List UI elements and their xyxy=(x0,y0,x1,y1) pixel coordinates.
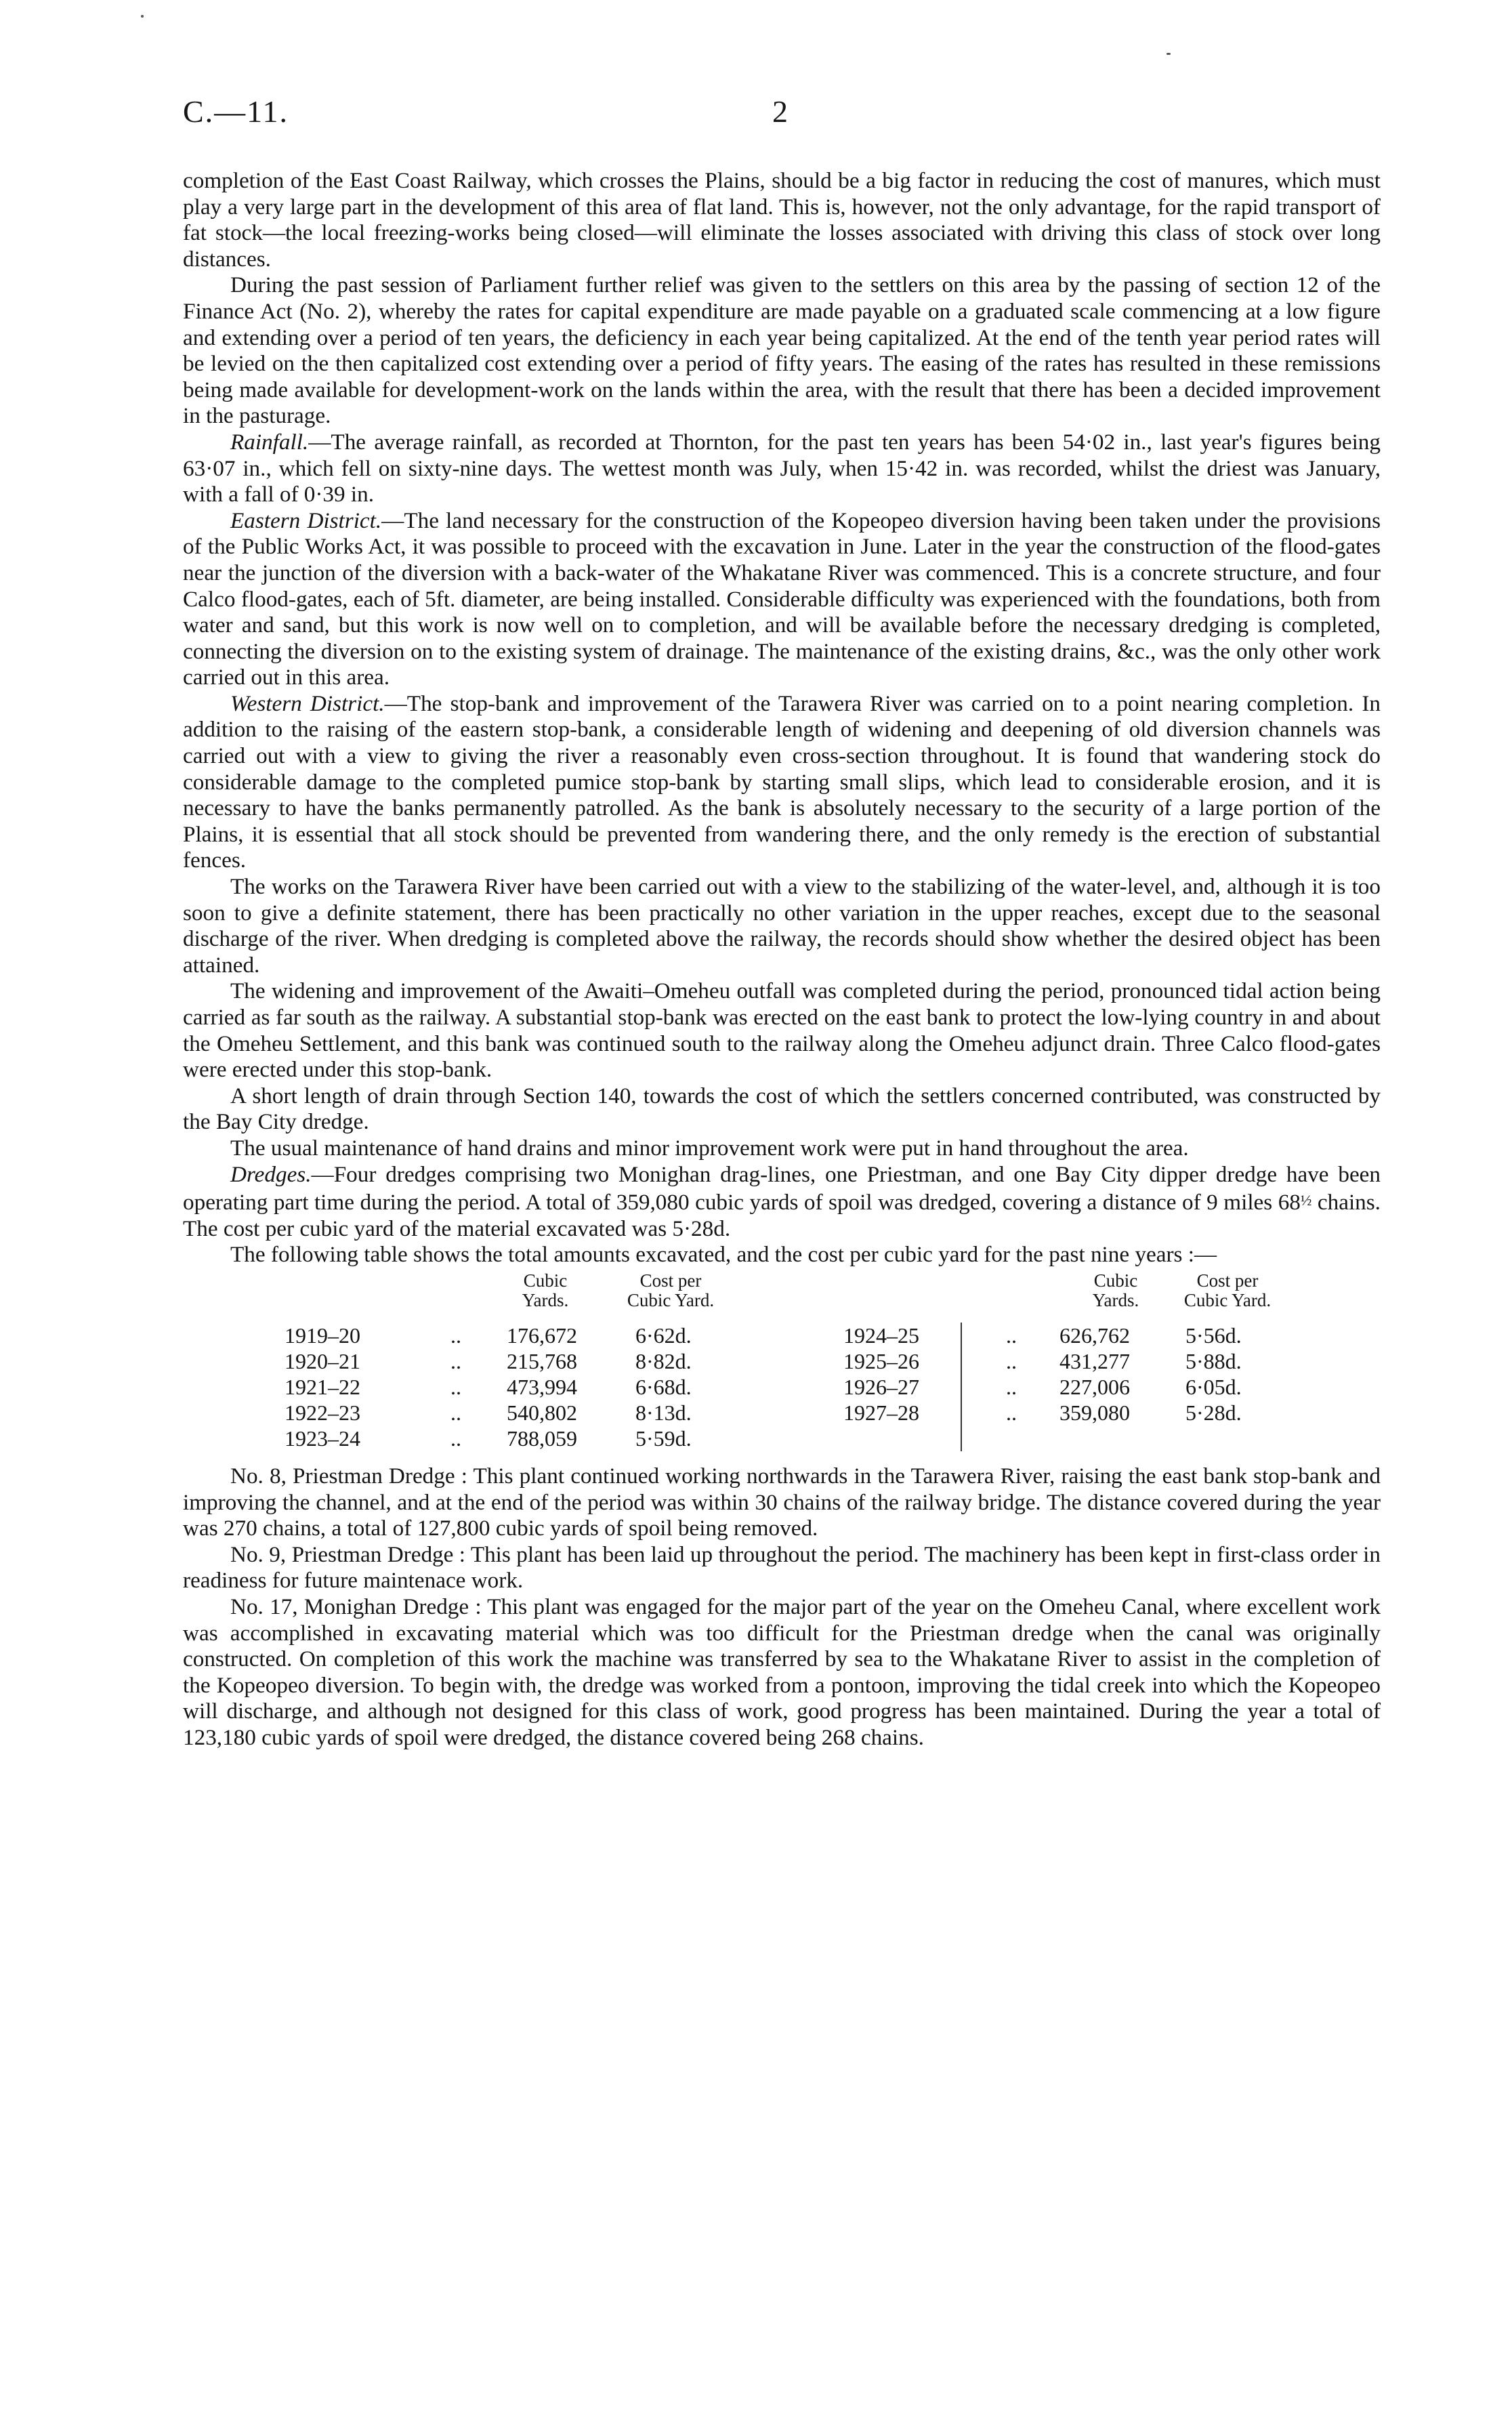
table-dots: .. xyxy=(450,1400,461,1425)
table-yards: 540,802 xyxy=(507,1400,577,1425)
table-cost: 6·05d. xyxy=(1185,1374,1242,1399)
scan-speck xyxy=(1167,53,1171,55)
scan-speck xyxy=(141,15,144,18)
paragraph-finance-act: During the past session of Parliament further relief was given to the settlers on this area by the passing of section 12 of the Finance Act (No. 2), whereby the rates for capital expenditure are made payable on a graduated scale commencing at a low figure and extending over a period of ten years, the deficiency in each year being capitalized. At the end of the tenth year period rates will be levied on the then capitalized cost extending over a period of fifty years. The easing of the rates has resulted in these remissions being made available for development-work on the lands within the area, with the result that there has been a decided improvement in the pasturage. xyxy=(183,272,1381,429)
column-header-yards-right xyxy=(1072,1271,1160,1310)
paragraph-section-140: A short length of drain through Section 140, towards the cost of which the settlers concerned contributed, was constructed by the Bay City dredge. xyxy=(183,1083,1381,1135)
dredges-fraction: ½ xyxy=(1300,1192,1312,1209)
table-cost: 8·13d. xyxy=(635,1400,692,1425)
paragraph-table-intro: The following table shows the total amounts excavated, and the cost per cubic yard for the past nine years :— xyxy=(230,1242,1217,1268)
table-year: 1924–25 xyxy=(843,1323,919,1348)
table-dots: .. xyxy=(450,1348,461,1373)
paragraph-usual-maintenance: The usual maintenance of hand drains and minor improvement work were put in hand throughout the area. xyxy=(230,1135,1189,1161)
column-header-text: Cost per xyxy=(639,1270,702,1291)
report-body xyxy=(183,168,1381,1751)
table-cost: 5·59d. xyxy=(635,1426,692,1451)
table-year: 1927–28 xyxy=(843,1400,919,1425)
column-header-text: Cost per xyxy=(1196,1270,1259,1291)
column-header-text: Cubic Yard. xyxy=(1183,1289,1272,1310)
table-row xyxy=(183,1323,1381,1348)
page-header xyxy=(183,93,1382,141)
table-cost: 6·62d. xyxy=(635,1323,692,1348)
table-yards: 227,006 xyxy=(1059,1374,1130,1399)
table-dots: .. xyxy=(1006,1374,1017,1399)
column-header-cost-left xyxy=(616,1271,725,1310)
column-header-text: Yards. xyxy=(1092,1289,1139,1310)
dredges-text: —Four dredges comprising two Monighan drag-lines, one Priestman, and one Bay City dipper dredge have been operating part time during the period. A total of 359,080 cubic yards of spoil was dredged, covering a distance of 9 miles 68 xyxy=(183,1161,1381,1215)
column-header-text: Cubic xyxy=(1093,1270,1138,1291)
dredges-heading: Dredges. xyxy=(230,1161,312,1187)
table-year: 1921–22 xyxy=(285,1374,360,1399)
western-district-text: —The stop-bank and improvement of the Tarawera River was carried on to a point nearing completion. In addition to the raising of the eastern stop-bank, a considerable length of widening and deepening of old diversion channels was carried out with a view to giving the river a reasonably even cross-section throughout. It is found that wandering stock do considerable damage to the completed pumice stop-bank by starting small slips, which lead to considerable erosion, and it is necessary to have the banks permanently patrolled. As the bank is absolutely necessary to the security of a large portion of the Plains, it is essential that all stock should be prevented from wandering there, and the only remedy is the erection of substantial fences. xyxy=(183,690,1381,873)
column-header-yards-left xyxy=(501,1271,589,1310)
table-row xyxy=(183,1426,955,1451)
table-dots: .. xyxy=(450,1374,461,1399)
paragraph-dredges xyxy=(183,1162,1381,1243)
paragraph-no8-priestman: No. 8, Priestman Dredge : This plant continued working northwards in the Tarawera River, raising the east bank stop-bank and improving the channel, and at the end of the period was within 30 chains of the railway bridge. The distance covered during the year was 270 chains, a total of 127,800 cubic yards of spoil being removed. xyxy=(183,1463,1381,1541)
paragraph-rainfall xyxy=(183,430,1381,508)
excavation-table xyxy=(183,1271,1381,1454)
table-cost: 5·56d. xyxy=(1185,1323,1242,1348)
table-dots: .. xyxy=(450,1323,461,1348)
column-header-text: Cubic Yard. xyxy=(627,1289,715,1310)
table-dots: .. xyxy=(1006,1323,1017,1348)
paragraph-eastern-district xyxy=(183,508,1381,691)
paragraph-western-district xyxy=(183,691,1381,874)
paragraph-no17-monighan: No. 17, Monighan Dredge : This plant was engaged for the major part of the year on the Omeheu Canal, where excellent work was accomplished in excavating material which was too difficult for the Priestman dredge when the canal was originally constructed. On completion of this work the machine was transferred by sea to the Whakatane River to assist in the completion of the Kopeopeo diversion. To begin with, the dredge was worked from a pontoon, improving the tidal creek into which the Kopeopeo will discharge, and although not designed for this class of work, good progress has been maintained. During the year a total of 123,180 cubic yards of spoil were dredged, the distance covered being 268 chains. xyxy=(183,1594,1381,1750)
paragraph-east-coast-railway: completion of the East Coast Railway, which crosses the Plains, should be a big factor in reducing the cost of manures, which must play a very large part in the development of this area of flat land. This is, however, not the only advantage, for the rapid transport of fat stock—the local freezing-works being closed—will eliminate the losses associated with driving this class of stock over long distances. xyxy=(183,168,1381,272)
column-header-cost-right xyxy=(1173,1271,1282,1310)
paragraph-tarawera-works: The works on the Tarawera River have been carried out with a view to the stabilizing of the water-level, and, although it is too soon to give a definite statement, there has been practically no other variation in the upper reaches, except due to the seasonal discharge of the river. When dredging is completed above the railway, the records should show whether the desired object has been attained. xyxy=(183,874,1381,978)
table-yards: 176,672 xyxy=(507,1323,577,1348)
table-cost: 5·88d. xyxy=(1185,1348,1242,1373)
table-year: 1919–20 xyxy=(285,1323,360,1348)
paragraph-awaiti-omeheu: The widening and improvement of the Awaiti–Omeheu outfall was completed during the period, pronounced tidal action being carried as far south as the railway. A substantial stop-bank was erected on the east bank to protect the low-lying country in and about the Omeheu Settlement, and this bank was continued south to the railway along the Omeheu adjunct drain. Three Calco flood-gates were erected under this stop-bank. xyxy=(183,978,1381,1083)
table-cost: 6·68d. xyxy=(635,1374,692,1399)
table-row xyxy=(183,1348,1381,1374)
rainfall-text: —The average rainfall, as recorded at Thornton, for the past ten years has been 54·02 in., last year's figures being 63·07 in., which fell on sixty-nine days. The wettest month was July, when 15·42 in. was recorded, whilst the driest was January, with a fall of 0·39 in. xyxy=(183,429,1381,507)
table-dots: .. xyxy=(450,1426,461,1451)
table-yards: 473,994 xyxy=(507,1374,577,1399)
eastern-district-text: —The land necessary for the construction of the Kopeopeo diversion having been taken under the provisions of the Public Works Act, it was possible to proceed with the excavation in June. Later in the year the construction of the flood-gates near the junction of the diversion with a back-water of the Whakatane River was commenced. This is a concrete structure, and four Calco flood-gates, each of 5ft. diameter, are being installed. Considerable difficulty was experienced with the foundations, both from water and sand, but this work is now well on to completion, and will be available before the necessary dredging is completed, connecting the diversion on to the existing system of drainage. The maintenance of the existing drains, &c., was the only other work carried out in this area. xyxy=(183,507,1381,690)
table-year: 1922–23 xyxy=(285,1400,360,1425)
western-district-heading: Western District. xyxy=(230,690,385,716)
table-dots: .. xyxy=(1006,1400,1017,1425)
table-cost: 5·28d. xyxy=(1185,1400,1242,1425)
rainfall-heading: Rainfall. xyxy=(230,429,309,455)
table-yards: 215,768 xyxy=(507,1348,577,1373)
eastern-district-heading: Eastern District. xyxy=(230,507,382,533)
table-dots: .. xyxy=(1006,1348,1017,1373)
table-yards: 788,059 xyxy=(507,1426,577,1451)
table-cost: 8·82d. xyxy=(635,1348,692,1373)
table-year: 1920–21 xyxy=(285,1348,360,1373)
column-header-text: Cubic xyxy=(523,1270,568,1291)
table-yards: 431,277 xyxy=(1059,1348,1130,1373)
table-year: 1926–27 xyxy=(843,1374,919,1399)
page-number: 2 xyxy=(772,94,788,129)
paragraph-no9-priestman: No. 9, Priestman Dredge : This plant has been laid up throughout the period. The machinery has been kept in first-class order in readiness for future maintenace work. xyxy=(183,1541,1381,1594)
table-year: 1925–26 xyxy=(843,1348,919,1373)
table-yards: 359,080 xyxy=(1059,1400,1130,1425)
table-year: 1923–24 xyxy=(285,1426,360,1451)
report-code: C.—11. xyxy=(183,94,289,129)
table-row xyxy=(183,1400,1381,1426)
table-yards: 626,762 xyxy=(1059,1323,1130,1348)
column-header-text: Yards. xyxy=(522,1289,569,1310)
dredges-text-end: chains. The cost per cubic yard of the material excavated was 5·28d. xyxy=(183,1190,1381,1241)
table-row xyxy=(183,1374,1381,1400)
